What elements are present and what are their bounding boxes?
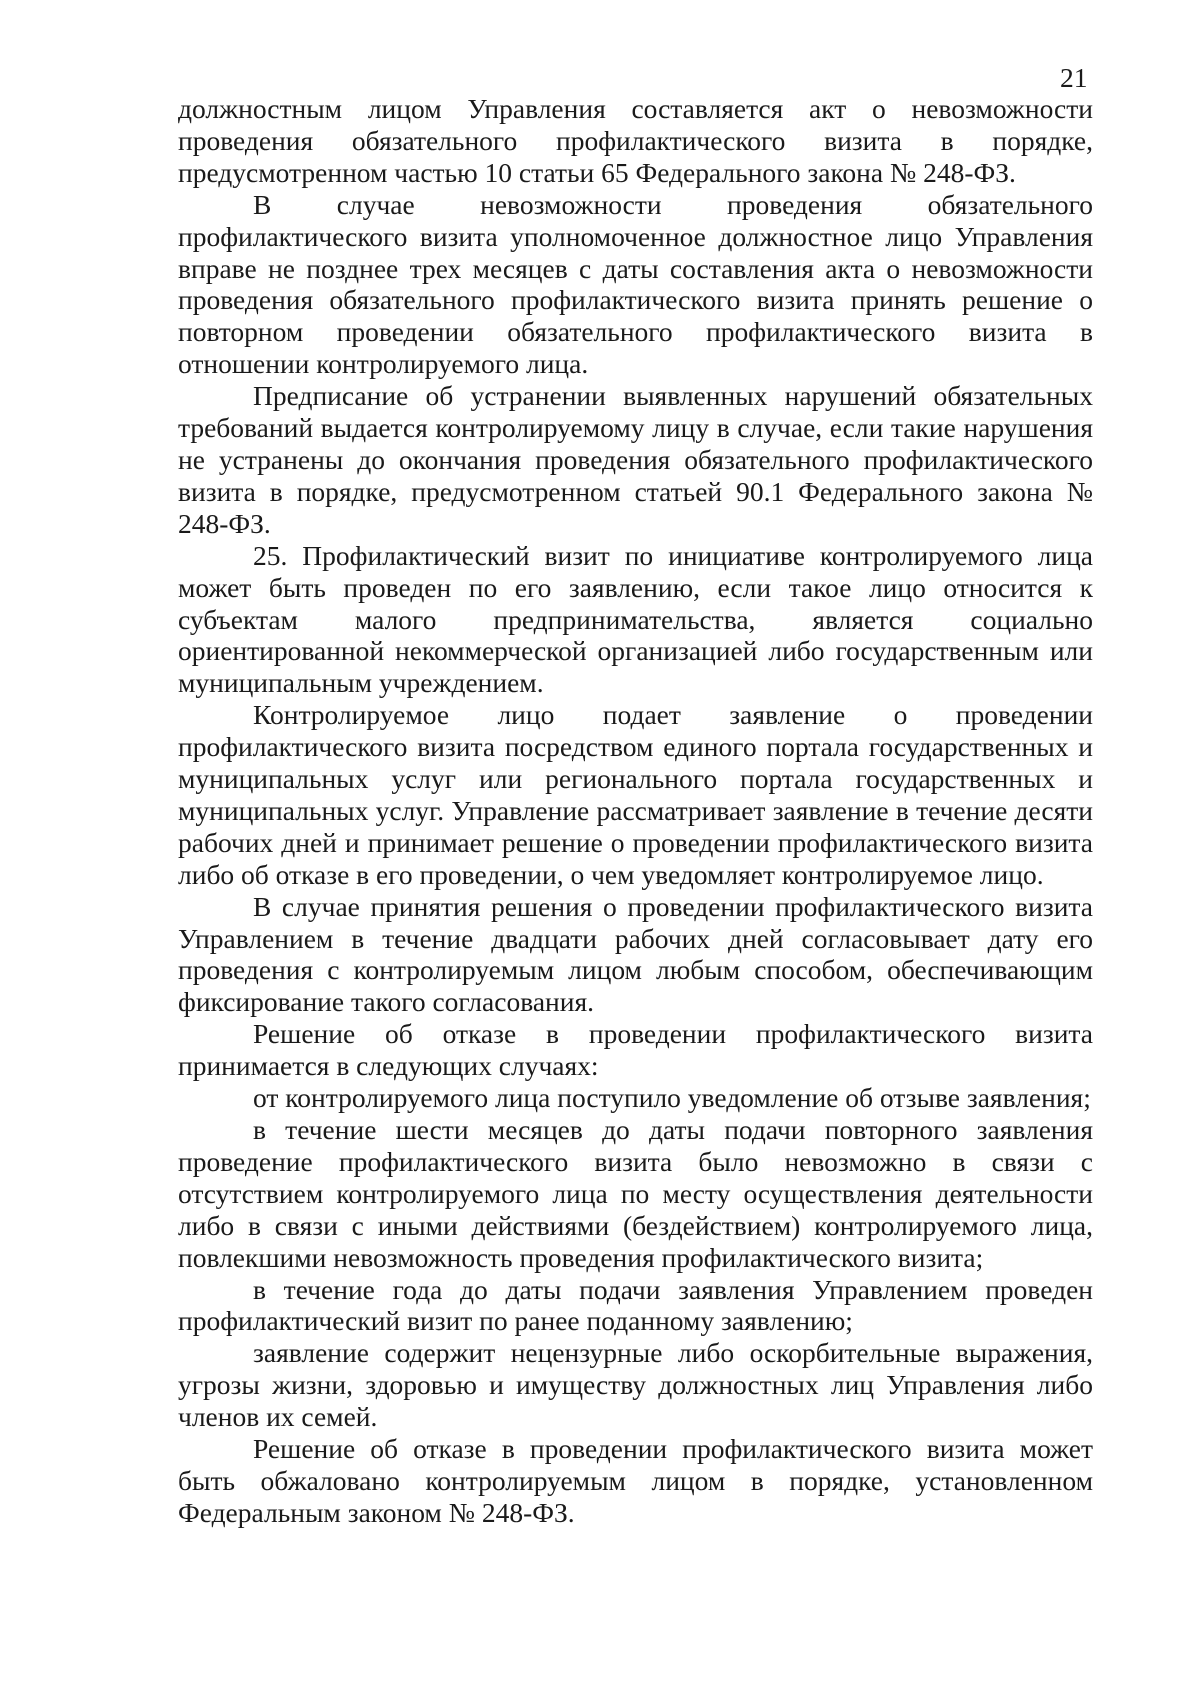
paragraph: Контролируемое лицо подает заявление о проведении профилактического визита посредством единого портала государственных и муниципальных услуг или регионального портала государственных и муниципальных услуг. Управление рассматривает заявление в течение десяти рабочих дней и принимает решение о проведении профилактического визита либо об отказе в его проведении, о чем уведомляет контролируемое лицо. <box>178 699 1093 890</box>
list-item: от контролируемого лица поступило уведомление об отзыве заявления; <box>253 1082 1091 1114</box>
page-number: 21 <box>1060 62 1088 93</box>
list-item: заявление содержит нецензурные либо оскорбительные выражения, угрозы жизни, здоровью и имуществу должностных лиц Управления либо членов их семей. <box>178 1337 1093 1433</box>
paragraph: Решение об отказе в проведении профилактического визита принимается в следующих случаях: <box>178 1018 1093 1082</box>
paragraph: Решение об отказе в проведении профилактического визита может быть обжаловано контролируемым лицом в порядке, установленном Федеральным законом № 248-ФЗ. <box>178 1433 1093 1528</box>
list-item: в течение года до даты подачи заявления Управлением проведен профилактический визит по ранее поданному заявлению; <box>178 1273 1093 1337</box>
paragraph-continuation: должностным лицом Управления составляется акт о невозможности проведения обязательного профилактического визита в порядке, предусмотренном частью 10 статьи 65 Федерального закона № 248-ФЗ. <box>178 93 1093 188</box>
paragraph: В случае принятия решения о проведении профилактического визита Управлением в течение двадцати рабочих дней согласовывает дату его проведения с контролируемым лицом любым способом, обеспечивающим фиксирование такого согласования. <box>178 890 1093 1018</box>
list-item: в течение шести месяцев до даты подачи повторного заявления проведение профилактического визита было невозможно в связи с отсутствием контролируемого лица по месту осуществления деятельности либо в связи с иными действиями (бездействием) контролируемого лица, повлекшими невозможность проведения профилактического визита; <box>178 1114 1093 1273</box>
paragraph: Предписание об устранении выявленных нарушений обязательных требований выдается контролируемому лицу в случае, если такие нарушения не устранены до окончания проведения обязательного профилактического визита в порядке, предусмотренном статьей 90.1 Федерального закона № 248-ФЗ. <box>178 380 1093 539</box>
paragraph: В случае невозможности проведения обязательного профилактического визита уполномоченное должностное лицо Управления вправе не позднее трех месяцев с даты составления акта о невозможности проведения обязательного профилактического визита принять решение о повторном проведении обязательного профилактического визита в отношении контролируемого лица. <box>178 188 1093 380</box>
paragraph-clause-25: 25. Профилактический визит по инициативе контролируемого лица может быть проведен по его заявлению, если такое лицо относится к субъектам малого предпринимательства, является социально ориентированной некоммерческой организацией либо государственным или муниципальным учреждением. <box>178 539 1093 699</box>
document-body <box>178 93 1093 1529</box>
